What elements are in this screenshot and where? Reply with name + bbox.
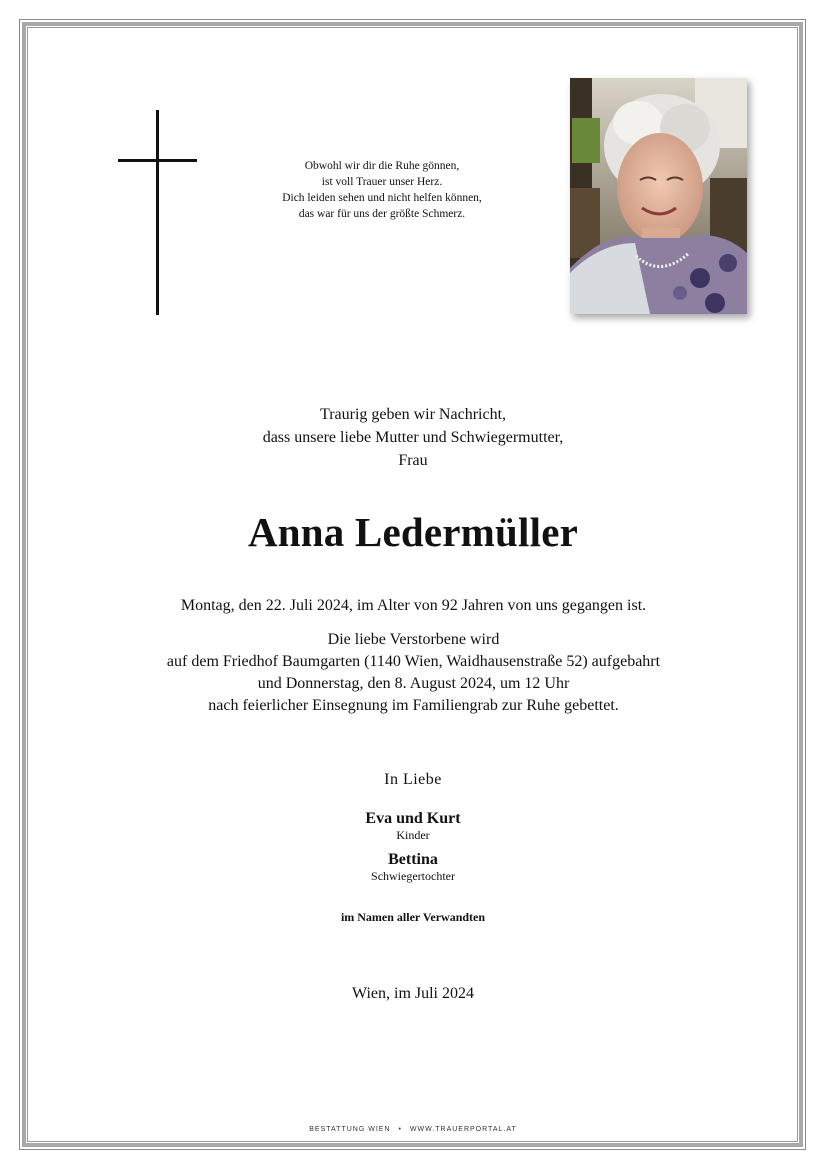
death-notice-line: Montag, den 22. Juli 2024, im Alter von 92 Jahren von uns gegangen ist. bbox=[180, 597, 647, 614]
mourner-name: Eva und Kurt bbox=[365, 810, 461, 827]
death-notice bbox=[100, 595, 727, 617]
portrait-photo bbox=[570, 78, 747, 314]
intro-text bbox=[113, 403, 713, 472]
intro-line: Frau bbox=[398, 452, 428, 469]
behalf-text: im Namen aller Verwandten bbox=[340, 910, 486, 924]
mourner-relation: Kinder bbox=[396, 828, 430, 842]
burial-line: auf dem Friedhof Baumgarten (1140 Wien, Waidhausenstraße 52) aufgebahrt bbox=[166, 653, 661, 670]
footer-company: BESTATTUNG WIEN bbox=[309, 1126, 391, 1133]
poem-line: Dich leiden sehen und nicht helfen können, bbox=[282, 192, 482, 204]
footer-separator: • bbox=[398, 1126, 402, 1133]
footer-website-link[interactable]: WWW.TRAUERPORTAL.AT bbox=[409, 1126, 517, 1133]
mourner-entry bbox=[213, 851, 613, 884]
intro-line: dass unsere liebe Mutter und Schwiegermutter, bbox=[262, 429, 564, 446]
burial-info bbox=[100, 629, 727, 717]
footer bbox=[213, 1126, 613, 1133]
place-date: Wien, im Juli 2024 bbox=[351, 985, 474, 1002]
burial-line: und Donnerstag, den 8. August 2024, um 12 Uhr bbox=[257, 675, 570, 692]
mourner-relation: Schwiegertochter bbox=[371, 869, 455, 883]
intro-line: Traurig geben wir Nachricht, bbox=[319, 406, 507, 423]
deceased-name: Anna Ledermüller bbox=[247, 509, 579, 555]
closing-text: In Liebe bbox=[384, 771, 442, 788]
poem-line: das war für uns der größte Schmerz. bbox=[298, 208, 466, 220]
mourner-name: Bettina bbox=[388, 851, 438, 868]
poem-line: ist voll Trauer unser Herz. bbox=[321, 176, 443, 188]
poem bbox=[258, 158, 506, 222]
poem-line: Obwohl wir dir die Ruhe gönnen, bbox=[304, 160, 460, 172]
burial-line: Die liebe Verstorbene wird bbox=[327, 631, 500, 648]
burial-line: nach feierlicher Einsegnung im Familiengrab zur Ruhe gebettet. bbox=[208, 697, 619, 714]
mourner-entry bbox=[213, 810, 613, 843]
